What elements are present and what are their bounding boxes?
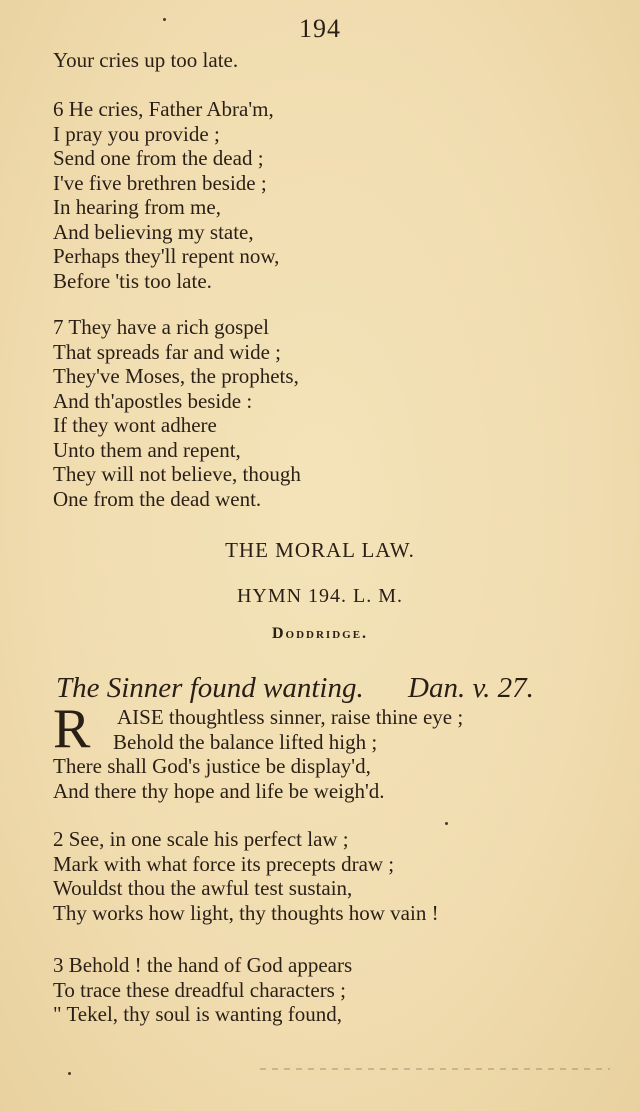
verse-line: If they wont adhere [53, 413, 217, 437]
hymn-stanza-2 [53, 827, 439, 925]
ink-speck [445, 822, 448, 825]
ink-speck [163, 18, 166, 21]
verse-line: And th'apostles beside : [53, 388, 253, 413]
hymn-stanza-1 [53, 698, 464, 803]
hymn-subject [56, 672, 576, 705]
verse-line: Your cries up too late. [53, 48, 239, 72]
verse-line: Mark with what force its precepts draw ; [53, 851, 395, 876]
verse-line: I've five brethren beside ; [53, 170, 267, 195]
verse-line: There shall God's justice be display'd, [53, 754, 371, 778]
verse-line: And there thy hope and life be weigh'd. [53, 778, 385, 803]
bleed-through-marks [260, 1068, 610, 1070]
verse-line: In hearing from me, [53, 195, 221, 219]
verse-line: To trace these dreadful characters ; [53, 977, 346, 1002]
verse-line: 7 They have a rich gospel [53, 315, 269, 339]
verse-line: Before 'tis too late. [53, 268, 212, 293]
verse-line: And believing my state, [53, 219, 254, 244]
verse-line: Wouldst thou the awful test sustain, [53, 876, 353, 900]
verse-line: Perhaps they'll repent now, [53, 244, 280, 268]
verse-line: " Tekel, thy soul is wanting found, [53, 1002, 343, 1026]
verse-line: 2 See, in one scale his perfect law ; [53, 827, 349, 851]
verse-line: Send one from the dead ; [53, 146, 264, 170]
verse-line: Behold the balance lifted high ; [113, 729, 378, 754]
ink-speck [68, 1072, 71, 1075]
verse-line: They will not believe, though [53, 462, 301, 486]
verse-line: AISE thoughtless sinner, raise thine eye ; [117, 705, 464, 729]
stanza-7 [53, 315, 301, 511]
hymn-author: Doddridge. [271, 625, 369, 642]
verse-line: 3 Behold ! the hand of God appears [53, 953, 353, 977]
verse-line: One from the dead went. [53, 486, 262, 511]
scripture-reference: Dan. v. 27. [408, 672, 534, 704]
verse-line: Unto them and repent, [53, 437, 241, 462]
subject-text: The Sinner found wanting. [56, 672, 364, 704]
section-title: THE MORAL LAW. [225, 538, 415, 562]
verse-line: I pray you provide ; [53, 121, 220, 146]
verse-line: 6 He cries, Father Abra'm, [53, 97, 274, 121]
page-number: 194 [299, 14, 341, 43]
hymn-title: HYMN 194. L. M. [236, 585, 404, 607]
verse-line: Thy works how light, thy thoughts how vain ! [53, 900, 439, 925]
stanza-continuation [53, 48, 238, 73]
verse-line: That spreads far and wide ; [53, 339, 281, 364]
hymn-stanza-3 [53, 953, 352, 1027]
drop-cap: R [53, 698, 91, 760]
verse-line: They've Moses, the prophets, [53, 364, 299, 388]
stanza-6 [53, 97, 279, 293]
